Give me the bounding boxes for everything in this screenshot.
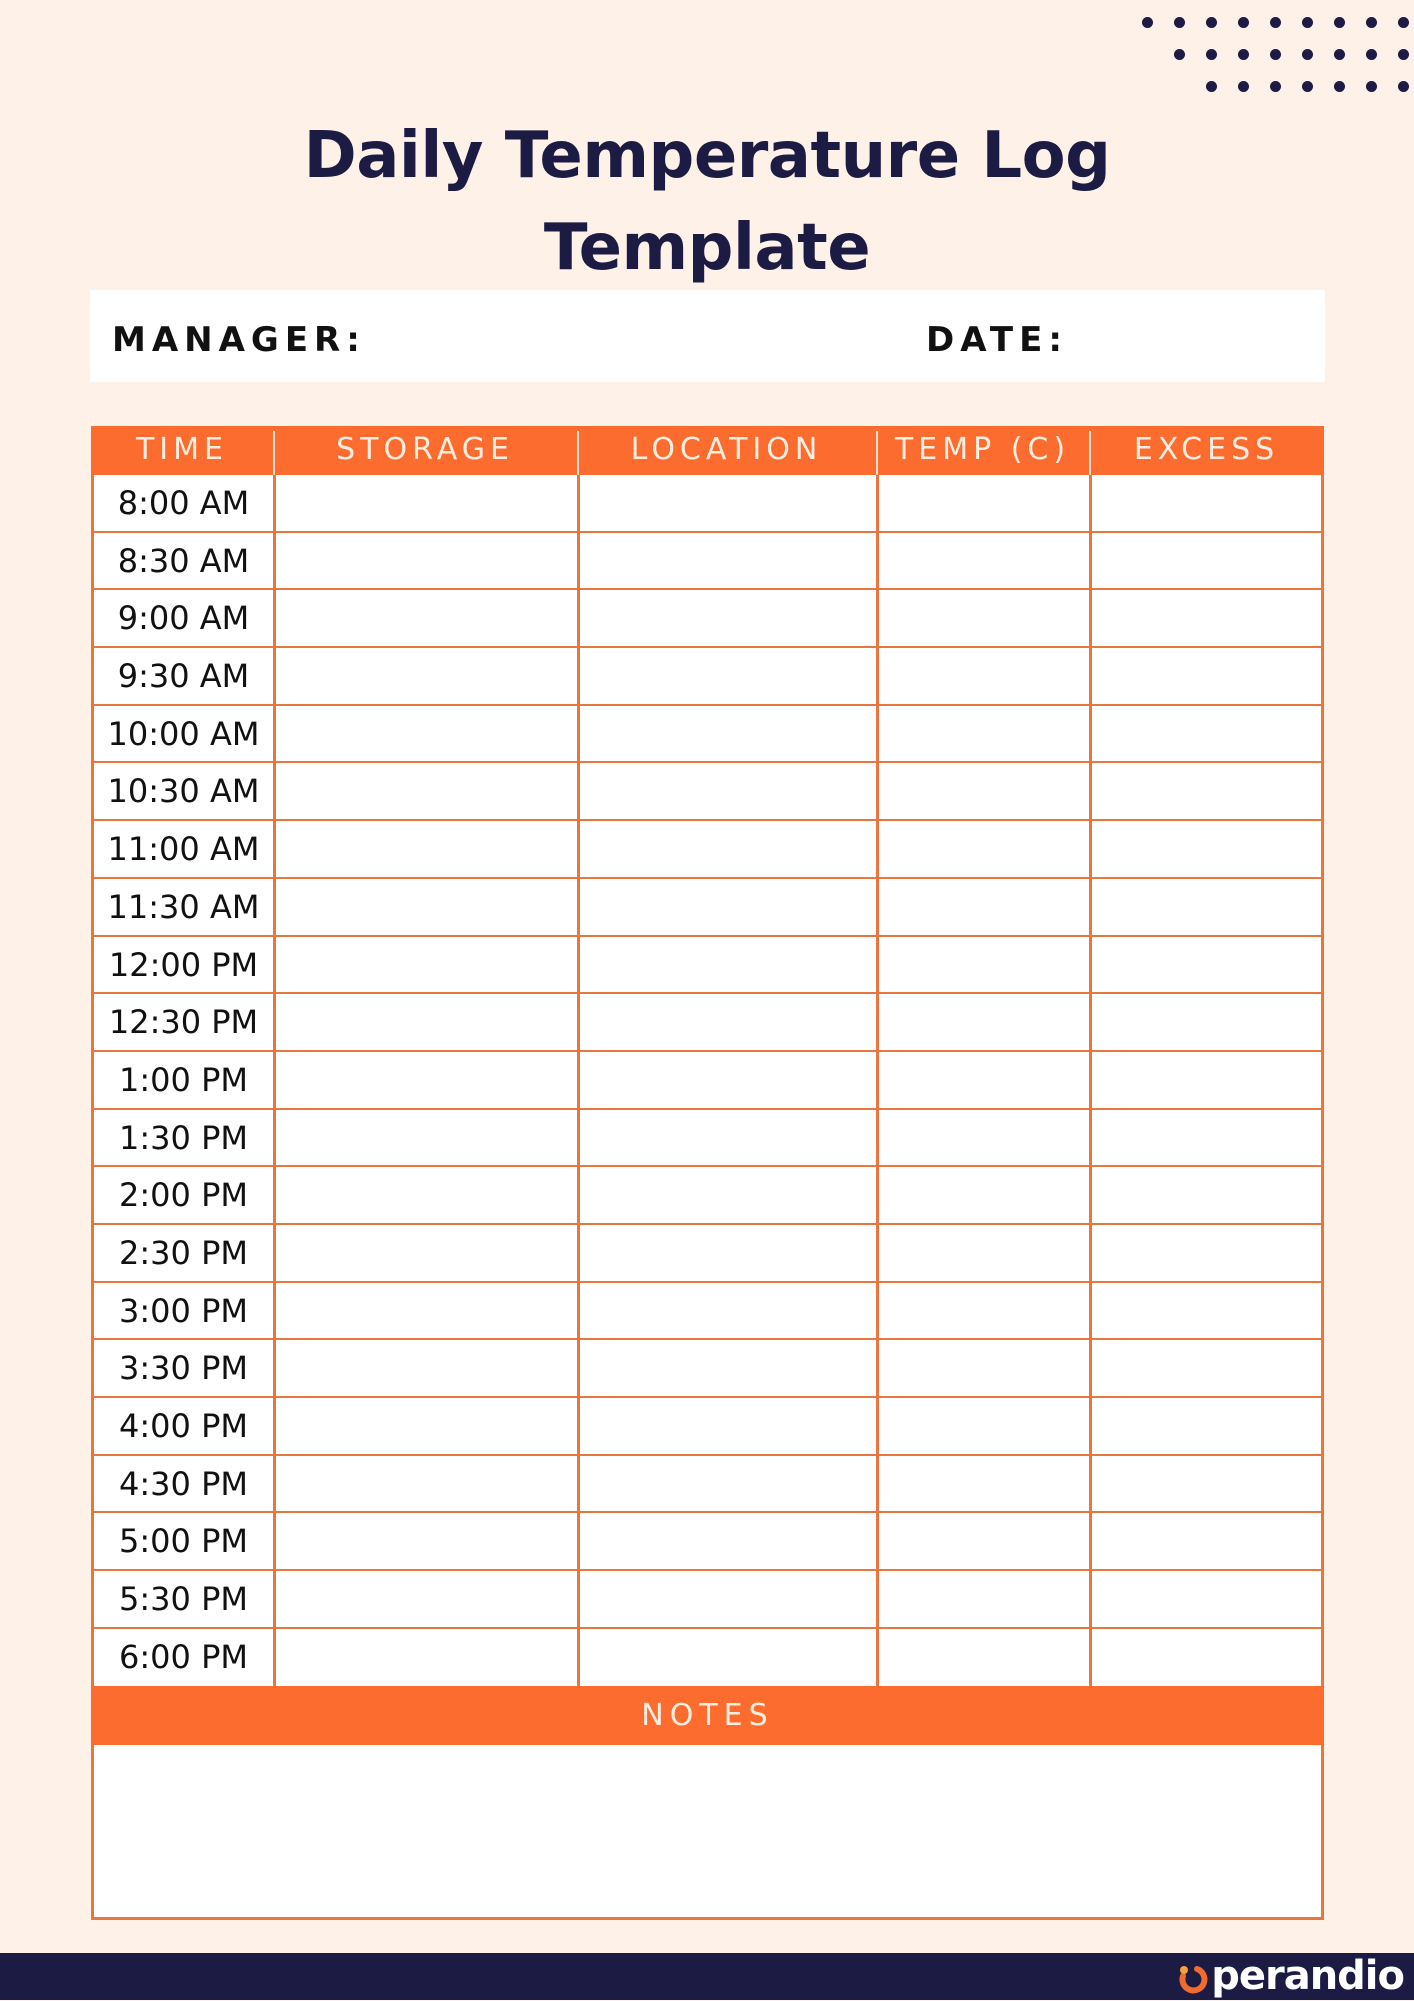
- time-cell: 1:30 PM: [119, 1118, 248, 1157]
- temperature-log-table: [91, 426, 1324, 1920]
- time-cell: 2:00 PM: [119, 1176, 248, 1215]
- time-cell: 9:00 AM: [117, 599, 250, 638]
- temp-cell[interactable]: [876, 937, 1089, 993]
- table-row: [94, 994, 1321, 1052]
- temp-cell[interactable]: [876, 1456, 1089, 1512]
- storage-cell[interactable]: [273, 1571, 577, 1627]
- dot-icon: [1302, 49, 1313, 60]
- table-row: [94, 1571, 1321, 1629]
- manager-label: MANAGER:: [112, 320, 366, 360]
- excess-cell[interactable]: [1089, 648, 1321, 704]
- excess-cell[interactable]: [1089, 937, 1321, 993]
- temp-cell[interactable]: [876, 1513, 1089, 1569]
- storage-cell[interactable]: [273, 937, 577, 993]
- location-cell[interactable]: [577, 1052, 876, 1108]
- time-cell: 11:30 AM: [107, 887, 260, 926]
- dot-icon: [1142, 17, 1153, 28]
- footer-bar: [0, 1953, 1414, 2000]
- time-cell: 8:00 AM: [117, 484, 250, 522]
- dot-icon: [1206, 17, 1217, 28]
- temp-cell[interactable]: [876, 879, 1089, 935]
- table-row: [94, 937, 1321, 995]
- dot-icon: [1398, 17, 1409, 28]
- temp-cell[interactable]: [876, 1283, 1089, 1339]
- time-cell: 2:30 PM: [119, 1233, 248, 1272]
- time-cell: 1:00 PM: [119, 1060, 248, 1099]
- excess-cell[interactable]: [1089, 1456, 1321, 1512]
- table-header-row: [91, 426, 1324, 475]
- temp-cell[interactable]: [876, 533, 1089, 589]
- operandio-logo: [1177, 1953, 1404, 2000]
- table-row: [94, 821, 1321, 879]
- excess-cell[interactable]: [1089, 821, 1321, 877]
- storage-cell[interactable]: [273, 1110, 577, 1166]
- column-header-storage: STORAGE: [273, 426, 577, 475]
- location-cell[interactable]: [577, 1340, 876, 1396]
- title-line-2: Template: [543, 211, 871, 285]
- time-cell: 12:30 PM: [108, 1003, 259, 1042]
- time-cell: 11:00 AM: [107, 830, 260, 869]
- excess-cell[interactable]: [1089, 1571, 1321, 1627]
- dot-icon: [1206, 81, 1217, 92]
- table-row: [94, 763, 1321, 821]
- time-cell: 10:30 AM: [107, 772, 260, 811]
- column-header-location: LOCATION: [577, 426, 876, 475]
- excess-cell[interactable]: [1089, 1513, 1321, 1569]
- excess-cell[interactable]: [1089, 1398, 1321, 1454]
- excess-cell[interactable]: [1089, 1052, 1321, 1108]
- temp-cell[interactable]: [876, 994, 1089, 1050]
- notes-header: NOTES: [91, 1686, 1324, 1745]
- dot-icon: [1398, 81, 1409, 92]
- table-row: [94, 879, 1321, 937]
- excess-cell[interactable]: [1089, 1167, 1321, 1223]
- time-cell: 12:00 PM: [108, 945, 259, 984]
- location-cell[interactable]: [577, 937, 876, 993]
- time-cell: 9:30 AM: [117, 657, 250, 696]
- table-row: [94, 1225, 1321, 1283]
- temp-cell[interactable]: [876, 648, 1089, 704]
- storage-cell[interactable]: [273, 648, 577, 704]
- temp-cell[interactable]: [876, 1398, 1089, 1454]
- title-line-1: Daily Temperature Log: [303, 119, 1111, 193]
- excess-cell[interactable]: [1089, 706, 1321, 762]
- storage-cell[interactable]: [273, 1052, 577, 1108]
- storage-cell[interactable]: [273, 706, 577, 762]
- temp-cell[interactable]: [876, 1629, 1089, 1687]
- time-cell: 6:00 PM: [119, 1637, 248, 1676]
- dot-icon: [1334, 49, 1345, 60]
- column-header-excess: EXCESS: [1089, 426, 1324, 475]
- table-row: [94, 1398, 1321, 1456]
- location-cell[interactable]: [577, 1110, 876, 1166]
- column-header-time: TIME: [135, 432, 228, 467]
- excess-cell[interactable]: [1089, 1283, 1321, 1339]
- page-title: [0, 110, 1414, 294]
- time-cell: 8:30 AM: [117, 541, 250, 580]
- excess-cell[interactable]: [1089, 1225, 1321, 1281]
- time-cell: 4:30 PM: [119, 1464, 248, 1503]
- temp-cell[interactable]: [876, 706, 1089, 762]
- time-cell: 10:00 AM: [107, 714, 260, 753]
- dot-icon: [1334, 81, 1345, 92]
- location-cell[interactable]: [577, 1513, 876, 1569]
- location-cell[interactable]: [577, 706, 876, 762]
- table-row: [94, 590, 1321, 648]
- table-row: [94, 1110, 1321, 1168]
- table-row: [94, 1340, 1321, 1398]
- date-label: DATE:: [926, 320, 1068, 360]
- table-row: [94, 533, 1321, 591]
- excess-cell[interactable]: [1089, 475, 1321, 531]
- temp-cell[interactable]: [876, 475, 1089, 531]
- time-cell: 3:00 PM: [119, 1291, 248, 1330]
- location-cell[interactable]: [577, 1571, 876, 1627]
- dot-icon: [1302, 81, 1313, 92]
- location-cell[interactable]: [577, 1167, 876, 1223]
- dot-icon: [1302, 17, 1313, 28]
- table-row: [94, 1513, 1321, 1571]
- storage-cell[interactable]: [273, 1398, 577, 1454]
- dot-icon: [1206, 49, 1217, 60]
- storage-cell[interactable]: [273, 879, 577, 935]
- table-row: [94, 648, 1321, 706]
- table-row: [94, 706, 1321, 764]
- table-row: [94, 1167, 1321, 1225]
- dot-icon: [1270, 81, 1281, 92]
- dot-icon: [1174, 49, 1185, 60]
- manager-date-header: [90, 290, 1325, 382]
- dot-grid-icon: [0, 0, 1414, 110]
- table-row: [94, 1629, 1321, 1687]
- dot-icon: [1238, 17, 1249, 28]
- dot-icon: [1398, 49, 1409, 60]
- storage-cell[interactable]: [273, 821, 577, 877]
- location-cell[interactable]: [577, 1456, 876, 1512]
- dot-icon: [1270, 17, 1281, 28]
- temp-cell[interactable]: [876, 763, 1089, 819]
- table-row: [94, 1052, 1321, 1110]
- location-cell[interactable]: [577, 821, 876, 877]
- table-row: [94, 1456, 1321, 1514]
- dot-icon: [1366, 81, 1377, 92]
- temp-cell[interactable]: [876, 1052, 1089, 1108]
- excess-cell[interactable]: [1089, 1629, 1321, 1687]
- storage-cell[interactable]: [273, 475, 577, 531]
- dot-icon: [1238, 81, 1249, 92]
- excess-cell[interactable]: [1089, 994, 1321, 1050]
- column-header-temp: TEMP (C): [876, 426, 1089, 475]
- location-cell[interactable]: [577, 1225, 876, 1281]
- excess-cell[interactable]: [1089, 533, 1321, 589]
- time-cell: 3:30 PM: [119, 1349, 248, 1388]
- location-cell[interactable]: [577, 763, 876, 819]
- location-cell[interactable]: [577, 1283, 876, 1339]
- excess-cell[interactable]: [1089, 879, 1321, 935]
- excess-cell[interactable]: [1089, 763, 1321, 819]
- notes-field[interactable]: [91, 1745, 1324, 1920]
- table-body: [91, 475, 1324, 1686]
- temp-cell[interactable]: [876, 1167, 1089, 1223]
- temp-cell[interactable]: [876, 821, 1089, 877]
- dot-icon: [1366, 49, 1377, 60]
- time-cell: 5:30 PM: [119, 1580, 248, 1619]
- location-cell[interactable]: [577, 648, 876, 704]
- storage-cell[interactable]: [273, 1629, 577, 1687]
- storage-cell[interactable]: [273, 1283, 577, 1339]
- storage-cell[interactable]: [273, 763, 577, 819]
- temp-cell[interactable]: [876, 590, 1089, 646]
- brand-name: perandio: [1211, 1953, 1404, 1999]
- dot-icon: [1238, 49, 1249, 60]
- storage-cell[interactable]: [273, 1456, 577, 1512]
- excess-cell[interactable]: [1089, 1340, 1321, 1396]
- table-row: [94, 475, 1321, 533]
- dot-icon: [1174, 17, 1185, 28]
- temp-cell[interactable]: [876, 1571, 1089, 1627]
- dot-icon: [1334, 17, 1345, 28]
- storage-cell[interactable]: [273, 1513, 577, 1569]
- table-row: [94, 1283, 1321, 1341]
- temp-cell[interactable]: [876, 1340, 1089, 1396]
- operandio-ring-logo-icon: [1177, 1964, 1209, 1996]
- storage-cell[interactable]: [273, 1340, 577, 1396]
- storage-cell[interactable]: [273, 994, 577, 1050]
- dot-icon: [1366, 17, 1377, 28]
- storage-cell[interactable]: [273, 1167, 577, 1223]
- storage-cell[interactable]: [273, 590, 577, 646]
- temp-cell[interactable]: [876, 1225, 1089, 1281]
- location-cell[interactable]: [577, 879, 876, 935]
- location-cell[interactable]: [577, 590, 876, 646]
- storage-cell[interactable]: [273, 1225, 577, 1281]
- temp-cell[interactable]: [876, 1110, 1089, 1166]
- location-cell[interactable]: [577, 475, 876, 531]
- location-cell[interactable]: [577, 1398, 876, 1454]
- location-cell[interactable]: [577, 1629, 876, 1687]
- excess-cell[interactable]: [1089, 590, 1321, 646]
- dot-icon: [1270, 49, 1281, 60]
- location-cell[interactable]: [577, 533, 876, 589]
- time-cell: 5:00 PM: [119, 1522, 248, 1561]
- storage-cell[interactable]: [273, 533, 577, 589]
- location-cell[interactable]: [577, 994, 876, 1050]
- time-cell: 4:00 PM: [119, 1407, 248, 1445]
- excess-cell[interactable]: [1089, 1110, 1321, 1166]
